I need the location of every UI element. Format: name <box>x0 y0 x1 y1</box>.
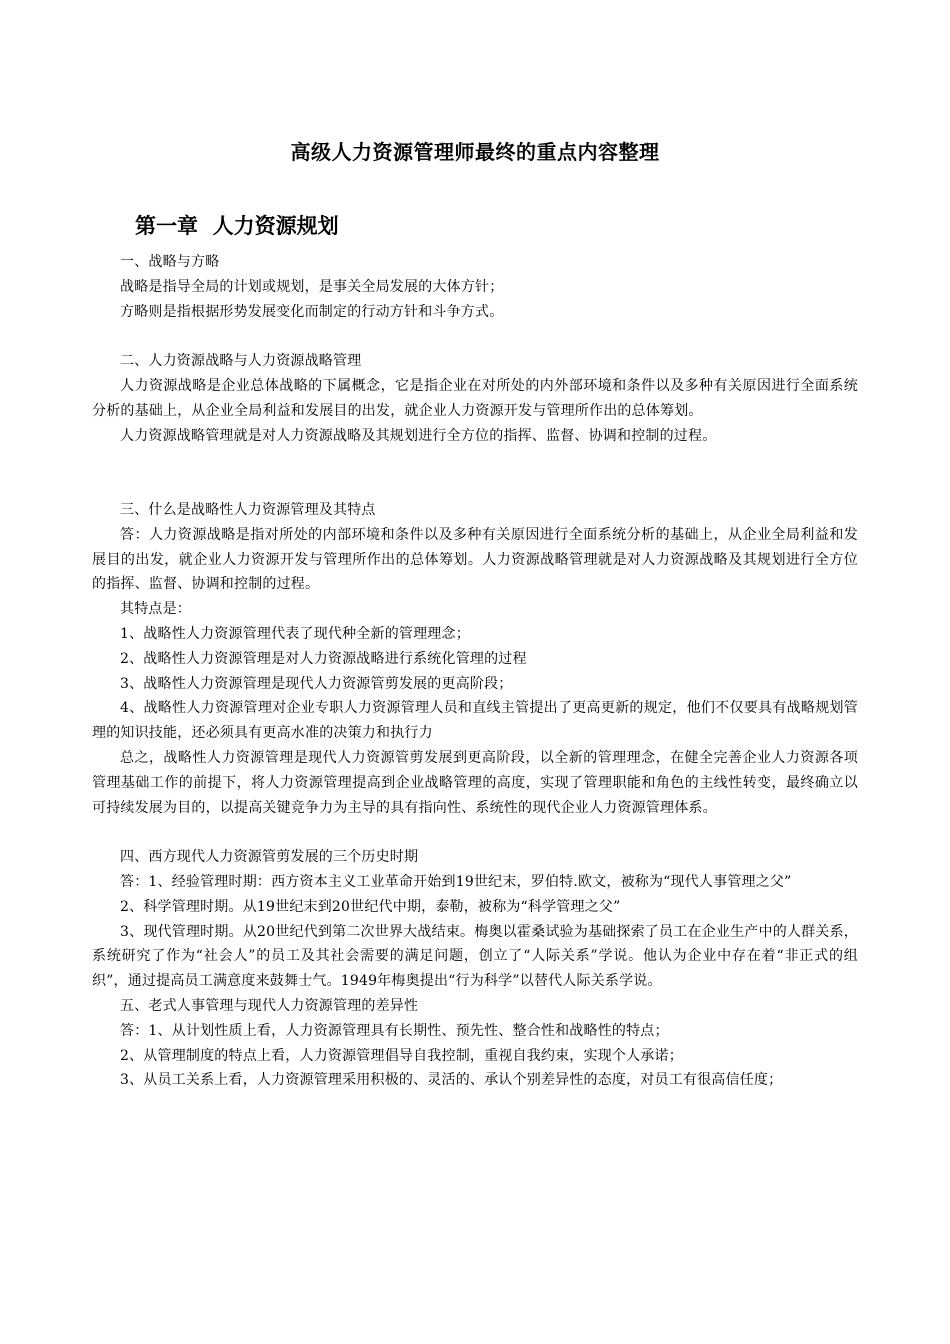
list-item: 3、从员工关系上看，人力资源管理采用积极的、灵活的、承认个别差异性的态度，对员工有很高信任度； <box>120 1072 783 1089</box>
list-item: 3、现代管理时期。从20世纪代到第二次世界大战结束。梅奥以霍桑试验为基础探索了员工在企业生产中的人群关系，系统研究了作为“社会人”的员工及其社会需要的满足问题，创立了“人际关系”学说。他认为企业中存在着“非正式的组织”，通过提高员工满意度来鼓舞士气。1949年梅奥提出“行为科学”以替代人际关系学说。 <box>92 923 858 990</box>
list-item: 1、战略性人力资源管理代表了现代种全新的管理理念； <box>120 625 470 642</box>
section-heading: 四、西方现代人力资源管剪发展的三个历史时期 <box>120 849 419 866</box>
paragraph: 人力资源战略管理就是对人力资源战略及其规划进行全方位的指挥、监督、协调和控制的过程。 <box>120 427 717 444</box>
paragraph: 战略是指导全局的计划或规划，是事关全局发展的大体方针； <box>120 278 504 295</box>
paragraph: 其特点是： <box>120 601 191 618</box>
paragraph: 方略则是指根据形势发展变化而制定的行动方针和斗争方式。 <box>120 303 504 320</box>
section-heading: 五、老式人事管理与现代人力资源管理的差异性 <box>120 997 419 1014</box>
list-item: 2、从管理制度的特点上看，人力资源管理倡导自我控制，重视自我约束，实现个人承诺； <box>120 1047 683 1064</box>
chapter-heading: 第一章 人力资源规划 <box>135 214 339 238</box>
section-heading: 三、什么是战略性人力资源管理及其特点 <box>120 501 376 518</box>
paragraph: 总之，战略性人力资源管理是现代人力资源管剪发展到更高阶段，以全新的管理理念，在健全完善企业人力资源各项管理基础工作的前提下，将人力资源管理提高到企业战略管理的高度，实现了管理职能和角色的主线性转变，最终确立以可持续发展为目的，以提高关键竞争力为主导的具有指向性、系统性的现代企业人力资源管理体系。 <box>92 749 858 816</box>
list-item: 答：1、经验管理时期：西方资本主义工业革命开始到19世纪末，罗伯特.欧文，被称为“现代人事管理之父” <box>120 873 792 890</box>
spacer <box>92 448 858 498</box>
list-item: 2、科学管理时期。从19世纪末到20世纪代中期，泰勒，被称为“科学管理之父” <box>120 898 621 915</box>
section-heading: 一、战略与方略 <box>120 254 220 270</box>
section-heading: 二、人力资源战略与人力资源战略管理 <box>120 353 362 370</box>
paragraph: 人力资源战略是企业总体战略的下属概念，它是指企业在对所处的内外部环境和条件以及多种有关原因进行全面系统分析的基础上，从企业全局利益和发展目的出发，就企业人力资源开发与管理所作出的总体筹划。 <box>92 377 858 419</box>
list-item: 2、战略性人力资源管理是对人力资源战略进行系统化管理的过程 <box>120 650 527 667</box>
list-item: 答：1、从计划性质上看，人力资源管理具有长期性、预先性、整合性和战略性的特点； <box>120 1022 669 1039</box>
document-title: 高级人力资源管理师最终的重点内容整理 <box>290 140 660 164</box>
spacer <box>92 820 858 845</box>
document-body <box>92 250 858 1093</box>
spacer <box>92 324 858 349</box>
list-item: 4、战略性人力资源管理对企业专职人力资源管理人员和直线主管提出了更高更新的规定，他们不仅要具有战略规划管理的知识技能，还必须具有更高水准的决策力和执行力 <box>92 700 858 742</box>
list-item: 3、战略性人力资源管理是现代人力资源管剪发展的更高阶段； <box>120 675 513 692</box>
paragraph: 答：人力资源战略是指对所处的内部环境和条件以及多种有关原因进行全面系统分析的基础上，从企业全局利益和发展目的出发，就企业人力资源开发与管理所作出的总体筹划。人力资源战略管理就是对人力资源战略及其规划进行全方位的指挥、监督、协调和控制的过程。 <box>92 526 858 593</box>
